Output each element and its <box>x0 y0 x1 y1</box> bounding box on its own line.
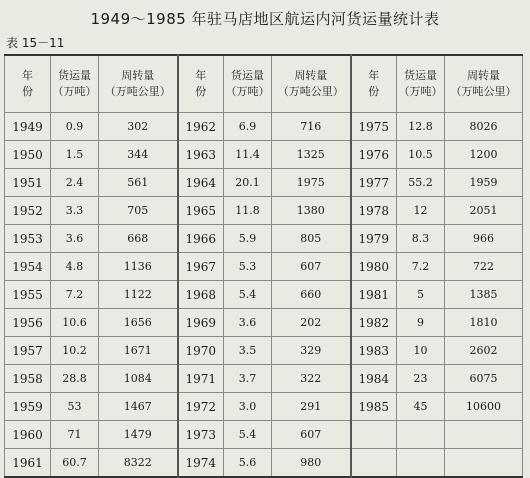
year-cell: 1965 <box>178 197 224 225</box>
table-row <box>5 337 523 365</box>
turnover-cell: 2602 <box>445 337 523 365</box>
freight-cell: 5.3 <box>224 253 272 281</box>
freight-cell: 10.5 <box>397 141 445 169</box>
year-cell: 1972 <box>178 393 224 421</box>
freight-cell: 10.2 <box>51 337 99 365</box>
turnover-cell: 1325 <box>272 141 351 169</box>
turnover-cell: 344 <box>99 141 178 169</box>
turnover-cell: 1467 <box>99 393 178 421</box>
year-cell: 1978 <box>351 197 397 225</box>
freight-cell: 10 <box>397 337 445 365</box>
turnover-cell: 1671 <box>99 337 178 365</box>
turnover-cell: 8322 <box>99 449 178 478</box>
freight-cell: 3.0 <box>224 393 272 421</box>
freight-cell: 11.4 <box>224 141 272 169</box>
year-cell: 1952 <box>5 197 51 225</box>
year-cell: 1984 <box>351 365 397 393</box>
year-cell: 1954 <box>5 253 51 281</box>
freight-cell: 8.3 <box>397 225 445 253</box>
turnover-cell <box>445 421 523 449</box>
year-cell: 1977 <box>351 169 397 197</box>
year-cell: 1973 <box>178 421 224 449</box>
turnover-cell: 660 <box>272 281 351 309</box>
turnover-cell: 805 <box>272 225 351 253</box>
turnover-cell: 2051 <box>445 197 523 225</box>
year-cell: 1981 <box>351 281 397 309</box>
table-number: 表 15－11 <box>6 36 65 50</box>
year-cell: 1980 <box>351 253 397 281</box>
freight-cell: 45 <box>397 393 445 421</box>
header-freight: 货运量 （万吨） <box>51 55 99 113</box>
table-row <box>5 197 523 225</box>
freight-cell: 6.9 <box>224 113 272 141</box>
freight-cell: 5 <box>397 281 445 309</box>
year-cell: 1974 <box>178 449 224 478</box>
freight-cell: 5.4 <box>224 281 272 309</box>
turnover-cell: 1479 <box>99 421 178 449</box>
year-cell <box>351 421 397 449</box>
table-row <box>5 253 523 281</box>
year-cell: 1955 <box>5 281 51 309</box>
table-row <box>5 309 523 337</box>
header-freight: 货运量 （万吨） <box>224 55 272 113</box>
turnover-cell: 6075 <box>445 365 523 393</box>
freight-cell: 3.6 <box>224 309 272 337</box>
header-year: 年 份 <box>5 55 51 113</box>
turnover-cell: 1810 <box>445 309 523 337</box>
year-cell: 1963 <box>178 141 224 169</box>
turnover-cell: 291 <box>272 393 351 421</box>
turnover-cell <box>445 449 523 478</box>
turnover-cell: 302 <box>99 113 178 141</box>
year-cell: 1964 <box>178 169 224 197</box>
header-turnover: 周转量 （万吨公里） <box>99 55 178 113</box>
year-cell: 1966 <box>178 225 224 253</box>
header-year: 年 份 <box>351 55 397 113</box>
header-freight: 货运量 （万吨） <box>397 55 445 113</box>
freight-cell: 5.4 <box>224 421 272 449</box>
header-year: 年 份 <box>178 55 224 113</box>
turnover-cell: 1136 <box>99 253 178 281</box>
freight-cell: 5.9 <box>224 225 272 253</box>
year-cell: 1953 <box>5 225 51 253</box>
year-cell: 1979 <box>351 225 397 253</box>
year-cell: 1958 <box>5 365 51 393</box>
freight-cell: 5.6 <box>224 449 272 478</box>
year-cell: 1960 <box>5 421 51 449</box>
turnover-cell: 10600 <box>445 393 523 421</box>
year-cell: 1956 <box>5 309 51 337</box>
freight-cell: 1.5 <box>51 141 99 169</box>
turnover-cell: 561 <box>99 169 178 197</box>
year-cell: 1949 <box>5 113 51 141</box>
freight-cell: 7.2 <box>397 253 445 281</box>
header-turnover: 周转量 （万吨公里） <box>272 55 351 113</box>
turnover-cell: 329 <box>272 337 351 365</box>
freight-cell: 7.2 <box>51 281 99 309</box>
year-cell: 1969 <box>178 309 224 337</box>
turnover-cell: 705 <box>99 197 178 225</box>
turnover-cell: 1122 <box>99 281 178 309</box>
freight-cell: 4.8 <box>51 253 99 281</box>
turnover-cell: 607 <box>272 421 351 449</box>
freight-cell: 53 <box>51 393 99 421</box>
table-row <box>5 113 523 141</box>
year-cell: 1961 <box>5 449 51 478</box>
year-cell: 1967 <box>178 253 224 281</box>
year-cell: 1976 <box>351 141 397 169</box>
year-cell: 1975 <box>351 113 397 141</box>
freight-cell: 23 <box>397 365 445 393</box>
freight-statistics-table <box>4 54 523 478</box>
year-cell: 1971 <box>178 365 224 393</box>
table-body <box>5 113 523 478</box>
freight-cell: 71 <box>51 421 99 449</box>
freight-cell: 28.8 <box>51 365 99 393</box>
year-cell: 1982 <box>351 309 397 337</box>
table-row <box>5 169 523 197</box>
turnover-cell: 1959 <box>445 169 523 197</box>
table-row <box>5 365 523 393</box>
freight-cell: 60.7 <box>51 449 99 478</box>
year-cell: 1962 <box>178 113 224 141</box>
table-row <box>5 449 523 478</box>
turnover-cell: 607 <box>272 253 351 281</box>
table-row <box>5 393 523 421</box>
freight-cell: 0.9 <box>51 113 99 141</box>
year-cell: 1985 <box>351 393 397 421</box>
table-row <box>5 421 523 449</box>
freight-cell: 11.8 <box>224 197 272 225</box>
turnover-cell: 1200 <box>445 141 523 169</box>
table-row <box>5 281 523 309</box>
turnover-cell: 716 <box>272 113 351 141</box>
header-turnover: 周转量 （万吨公里） <box>445 55 523 113</box>
year-cell: 1970 <box>178 337 224 365</box>
year-cell: 1950 <box>5 141 51 169</box>
freight-cell: 12.8 <box>397 113 445 141</box>
table-row <box>5 225 523 253</box>
year-cell: 1983 <box>351 337 397 365</box>
turnover-cell: 1084 <box>99 365 178 393</box>
year-cell: 1951 <box>5 169 51 197</box>
turnover-cell: 322 <box>272 365 351 393</box>
freight-cell: 55.2 <box>397 169 445 197</box>
turnover-cell: 980 <box>272 449 351 478</box>
year-cell: 1957 <box>5 337 51 365</box>
freight-cell: 3.5 <box>224 337 272 365</box>
turnover-cell: 202 <box>272 309 351 337</box>
turnover-cell: 1380 <box>272 197 351 225</box>
table-row <box>5 141 523 169</box>
year-cell <box>351 449 397 478</box>
turnover-cell: 1385 <box>445 281 523 309</box>
freight-cell: 3.6 <box>51 225 99 253</box>
turnover-cell: 1975 <box>272 169 351 197</box>
freight-cell: 9 <box>397 309 445 337</box>
freight-cell <box>397 449 445 478</box>
freight-cell: 3.3 <box>51 197 99 225</box>
freight-cell: 12 <box>397 197 445 225</box>
freight-cell: 2.4 <box>51 169 99 197</box>
freight-cell: 3.7 <box>224 365 272 393</box>
freight-cell: 10.6 <box>51 309 99 337</box>
year-cell: 1968 <box>178 281 224 309</box>
turnover-cell: 722 <box>445 253 523 281</box>
turnover-cell: 966 <box>445 225 523 253</box>
turnover-cell: 668 <box>99 225 178 253</box>
document-title: 1949～1985 年驻马店地区航运内河货运量统计表 <box>90 10 440 28</box>
year-cell: 1959 <box>5 393 51 421</box>
freight-cell: 20.1 <box>224 169 272 197</box>
freight-cell <box>397 421 445 449</box>
turnover-cell: 1656 <box>99 309 178 337</box>
header-row <box>5 55 523 113</box>
turnover-cell: 8026 <box>445 113 523 141</box>
